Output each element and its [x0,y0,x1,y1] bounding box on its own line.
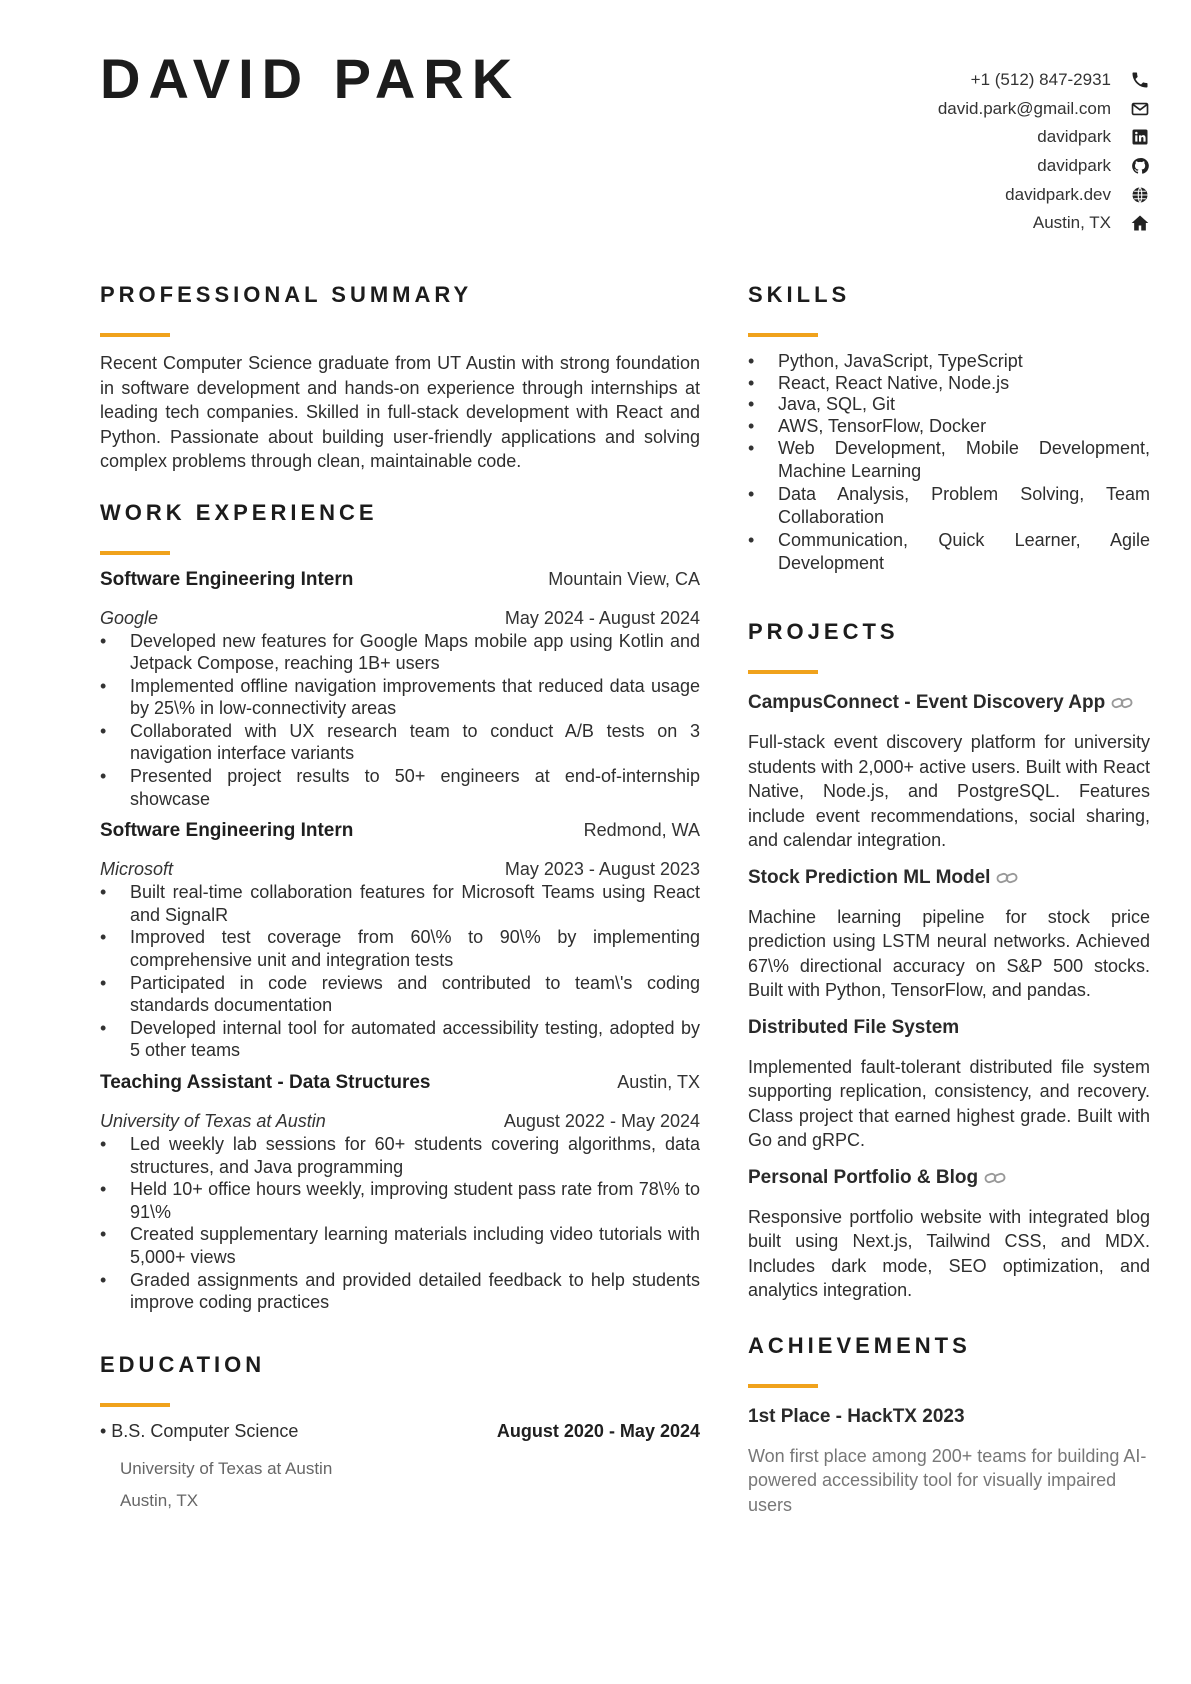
project-description: Machine learning pipeline for stock price prediction using LSTM neural networks. Achieved 67\% directional accuracy on S&P 500 stocks. Built with Python, TensorFlow, and pandas. [748,906,1150,1000]
job-dates: August 2022 - May 2024 [503,1111,700,1131]
job-bullet: • Built real-time collaboration features for Microsoft Teams using React and SignalR [100,881,700,926]
job-bullet: • Developed internal tool for automated accessibility testing, adopted by 5 other teams [100,1017,700,1062]
link-icon[interactable] [1111,695,1133,711]
contact-location-text: Austin, TX [1032,213,1111,233]
skill-item: • React, React Native, Node.js [748,373,1150,395]
link-icon[interactable] [996,870,1018,886]
section-divider [748,670,818,674]
summary-section [100,282,700,474]
skill-item: • Data Analysis, Problem Solving, Team Collaboration [748,483,1150,529]
section-divider [100,333,170,337]
job-bullet: • Implemented offline navigation improvements that reduced data usage by 25\% in low-connectivity areas [100,675,700,720]
job-bullet: • Collaborated with UX research team to conduct A/B tests on 3 navigation interface variants [100,720,700,765]
globe-icon [1129,184,1151,206]
contact-phone-text: +1 (512) 847-2931 [970,70,1111,90]
job-bullet: • Graded assignments and provided detailed feedback to help students improve coding practices [100,1269,700,1314]
project-entry [748,863,1150,1003]
summary-text: Recent Computer Science graduate from UT Austin with strong foundation in software development and hands-on experience through internships at leading tech companies. Skilled in full-stack development with React and Python. Passionate about building user-friendly applications and solving complex problems through clean, maintainable code. [100,353,700,471]
project-entry [748,1163,1150,1303]
envelope-icon [1129,98,1151,120]
education-degree: • B.S. Computer Science [100,1420,299,1441]
job-bullet: • Developed new features for Google Maps mobile app using Kotlin and Jetpack Compose, reaching 1B+ users [100,630,700,675]
resume-name: DAVID PARK [100,47,521,110]
contact-phone [731,66,1151,95]
job-bullets [100,1133,700,1314]
education-section [100,1352,700,1511]
education-heading: EDUCATION [100,1351,266,1377]
contact-github-text[interactable]: davidpark [1037,156,1111,176]
contact-email [731,95,1151,124]
job-bullet: • Improved test coverage from 60\% to 90\% by implementing comprehensive unit and integration tests [100,926,700,971]
education-dates: August 2020 - May 2024 [496,1420,700,1441]
skill-item: • Java, SQL, Git [748,394,1150,416]
project-entry [748,688,1150,853]
job-organization: Google [100,607,159,628]
projects-heading: PROJECTS [748,619,899,644]
contact-website [731,180,1151,209]
project-title: Stock Prediction ML Model [748,866,991,888]
job-title: Software Engineering Intern [100,568,354,590]
contact-website-text[interactable]: davidpark.dev [1005,184,1111,204]
right-column [748,282,1150,1517]
project-entry [748,1013,1150,1153]
job-dates: May 2023 - August 2023 [504,859,700,880]
section-divider [748,1384,818,1388]
section-divider [100,1403,170,1407]
job-location: Mountain View, CA [548,568,700,589]
skill-item: • Communication, Quick Learner, Agile Development [748,529,1150,575]
job-bullet: • Led weekly lab sessions for 60+ students covering algorithms, data structures, and Java programming [100,1133,700,1178]
education-location: Austin, TX [120,1490,199,1510]
project-description: Implemented fault-tolerant distributed file system supporting replication, consistency, and recovery. Class project that earned highest grade. Built with Go and gRPC. [748,1056,1150,1150]
skills-list [748,351,1150,575]
section-divider [100,551,170,555]
job-entry-ut-austin [100,1072,700,1314]
projects-section [748,619,1150,1303]
project-title: CampusConnect - Event Discovery App [748,692,1106,713]
summary-heading: PROFESSIONAL SUMMARY [100,282,473,307]
project-description: Full-stack event discovery platform for university students with 2,000+ active users. Built with React Native, Node.js, and PostgreSQL. Features include event recommendations, social sharing, and calendar integration. [748,732,1150,850]
contact-email-text[interactable]: david.park@gmail.com [937,98,1111,118]
skills-section [748,282,1150,575]
job-organization: Microsoft [100,859,174,880]
phone-icon [1129,69,1151,91]
job-bullet: • Created supplementary learning materials including video tutorials with 5,000+ views [100,1223,700,1268]
achievements-section [748,1333,1150,1518]
experience-section [100,500,700,1314]
achievement-title: 1st Place - HackTX 2023 [748,1405,965,1427]
skill-item: • Web Development, Mobile Development, Machine Learning [748,437,1150,483]
job-bullet: • Held 10+ office hours weekly, improving student pass rate from 78\% to 91\% [100,1178,700,1223]
job-organization: University of Texas at Austin [100,1111,326,1131]
job-location: Austin, TX [617,1072,700,1092]
job-title: Teaching Assistant - Data Structures [100,1072,431,1093]
contact-linkedin-text[interactable]: davidpark [1037,127,1111,147]
linkedin-icon [1129,126,1151,148]
link-icon[interactable] [984,1170,1006,1186]
contact-block [731,66,1151,238]
job-bullet: • Participated in code reviews and contributed to team\'s coding standards documentation [100,972,700,1017]
contact-github [731,152,1151,181]
job-location: Redmond, WA [583,820,700,841]
project-title: Personal Portfolio & Blog [748,1166,979,1188]
skill-item: • Python, JavaScript, TypeScript [748,351,1150,373]
job-entry-microsoft [100,820,700,1062]
job-dates: May 2024 - August 2024 [504,607,700,628]
left-column [100,282,700,1511]
project-title: Distributed File System [748,1016,960,1038]
achievements-heading: ACHIEVEMENTS [748,1332,971,1358]
experience-heading: WORK EXPERIENCE [100,499,378,525]
job-bullet: • Presented project results to 50+ engineers at end-of-internship showcase [100,765,700,810]
education-school: University of Texas at Austin [120,1458,333,1478]
skills-heading: SKILLS [748,282,851,307]
skill-item: • AWS, TensorFlow, Docker [748,416,1150,438]
contact-linkedin [731,123,1151,152]
job-entry-google [100,569,700,811]
github-icon [1129,155,1151,177]
job-bullets [100,630,700,811]
achievement-description: Won first place among 200+ teams for building AI-powered accessibility tool for visually impaired users [748,1445,1147,1515]
job-bullets [100,881,700,1062]
project-description: Responsive portfolio website with integrated blog built using Next.js, Tailwind CSS, and MDX. Includes dark mode, SEO optimization, and analytics integration. [748,1206,1150,1300]
job-title: Software Engineering Intern [100,820,354,842]
section-divider [748,333,818,337]
contact-location [731,209,1151,238]
home-icon [1129,212,1151,234]
